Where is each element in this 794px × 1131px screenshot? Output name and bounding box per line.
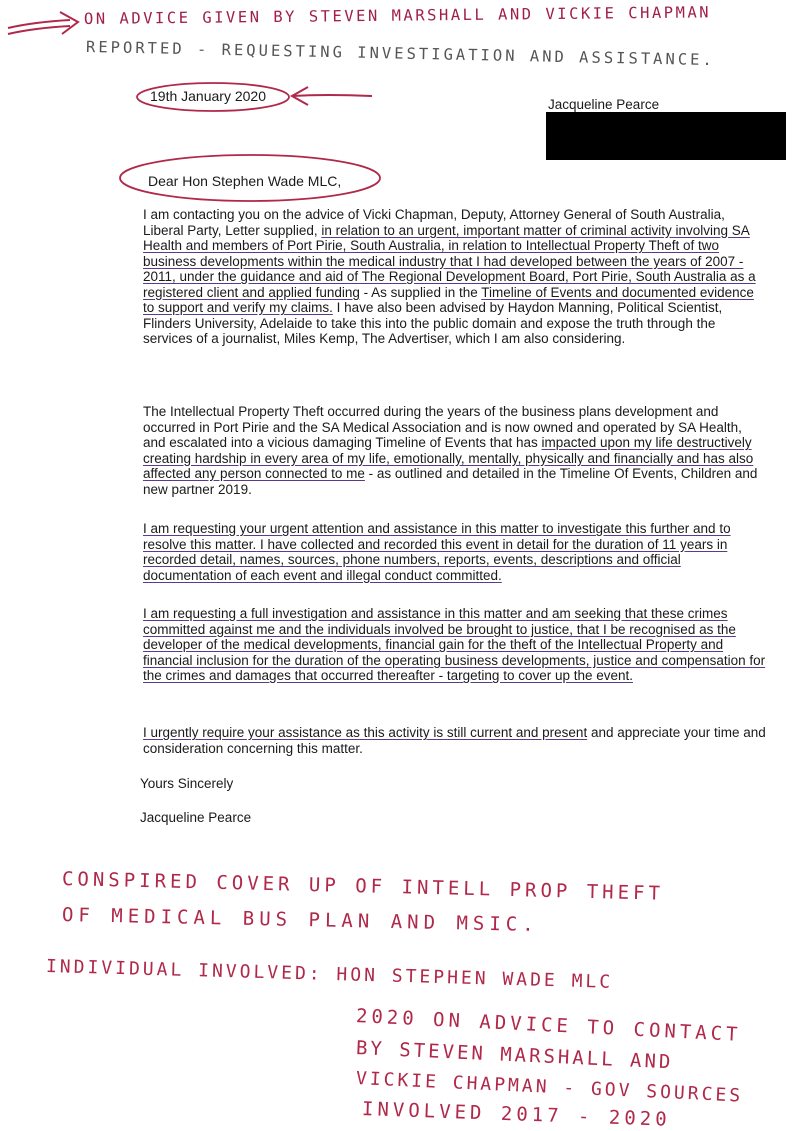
annotation-top-line2: REPORTED - REQUESTING INVESTIGATION AND ASSISTANCE. (85, 38, 715, 70)
closing: Yours Sincerely (140, 776, 234, 791)
paragraph-1 (143, 207, 768, 347)
sender-name: Jacqueline Pearce (548, 97, 660, 112)
annotation-bottom-6: VICKIE CHAPMAN - GOV SOURCES (355, 1068, 744, 1107)
p3-text-b: I have collected and recorded this event in detail for the duration of 11 years in recorded detail, names, sources, phone numbers, reports, events, descriptions and official documentation of each event and illegal conduct committed. (143, 536, 728, 583)
annotation-bottom-1: CONSPIRED COVER UP OF INTELL PROP THEFT (61, 868, 665, 905)
signature-name: Jacqueline Pearce (140, 810, 252, 825)
paragraph-5 (143, 725, 768, 756)
p1-text-a: I am contacting you on the advice of Vicki Chapman, Deputy, Attorney General of South Australia, Liberal Party, Letter supplied, (143, 207, 725, 238)
arrow-pointer-icon (4, 8, 84, 38)
arrow-left-icon (286, 84, 376, 108)
p1-text-e: I have also been advised by Haydon Manning, Political Scientist, Flinders University, Adelaide to take this into the public domain and expose the truth through the services of a journalist, Miles Kemp, The Advertiser, which I am also considering. (143, 300, 723, 346)
letter-date: 19th January 2020 (150, 88, 266, 104)
p5-text-a: I urgently require your assistance as this activity is still current and present (143, 725, 588, 740)
paragraph-2 (143, 404, 768, 497)
p1-text-b: in relation to an urgent, important matter of criminal activity involving SA Health and members of Port Pirie, South Australia, in relation to Intellectual Property Theft of two business developments within the medical industry that I had developed between the years of 2007 - 2011, under the guidance and aid of The Regional Development Board, Port Pirie, South Australia as a registered client and applied funding (143, 222, 756, 300)
annotation-bottom-7: INVOLVED 2017 - 2020 (361, 1098, 671, 1131)
annotation-bottom-3: INDIVIDUAL INVOLVED: HON STEPHEN WADE MLC (45, 956, 614, 993)
p5-text-b: and appreciate your time and consideration concerning this matter. (143, 725, 766, 756)
annotation-bottom-4: 2020 ON ADVICE TO CONTACT (355, 1005, 743, 1046)
p3-text-a: I am requesting your urgent attention and assistance in this matter to investigate this further and to resolve this matter. (143, 521, 731, 552)
p1-text-c: - As supplied in the (359, 284, 482, 300)
p2-text-a: The Intellectual Property Theft occurred during the years of the business plans development and occurred in Port Pirie and the SA Medical Association and is now owned and operated by SA Health, and escalated into a vicious damaging Timeline of Events that has (143, 404, 742, 450)
p4-text-a: I am requesting a full investigation and assistance in this matter and am seeking that these crimes committed against me and the individuals involved be brought to justice, that I be recognised as the developer of the medical developments, financial gain for the theft of the Intellectual Property and financial inclusion for the duration of the operating business developments, justice and compensation for the crimes and damages that occurred thereafter - targeting to cover up the event. (143, 606, 766, 683)
paragraph-3 (143, 521, 768, 583)
p2-text-b: impacted upon my life destructively creating hardship in every area of my life, emotionally, mentally, physically and financially and has also affected any person connected to me (143, 435, 754, 481)
p2-text-c: - as outlined and detailed in the Timeline Of Events, Children and new partner 2019. (143, 466, 758, 497)
p1-text-d: Timeline of Events and documented evidence to support and verify my claims. (143, 284, 754, 315)
annotation-bottom-5: BY STEVEN MARSHALL AND (355, 1037, 674, 1074)
redacted-address (546, 112, 786, 160)
salutation: Dear Hon Stephen Wade MLC, (148, 173, 342, 189)
annotation-top-line1: ON ADVICE GIVEN BY STEVEN MARSHALL AND VICKIE CHAPMAN (83, 3, 712, 28)
annotation-bottom-2: OF MEDICAL BUS PLAN AND MSIC. (61, 904, 539, 936)
paragraph-4 (143, 606, 768, 684)
